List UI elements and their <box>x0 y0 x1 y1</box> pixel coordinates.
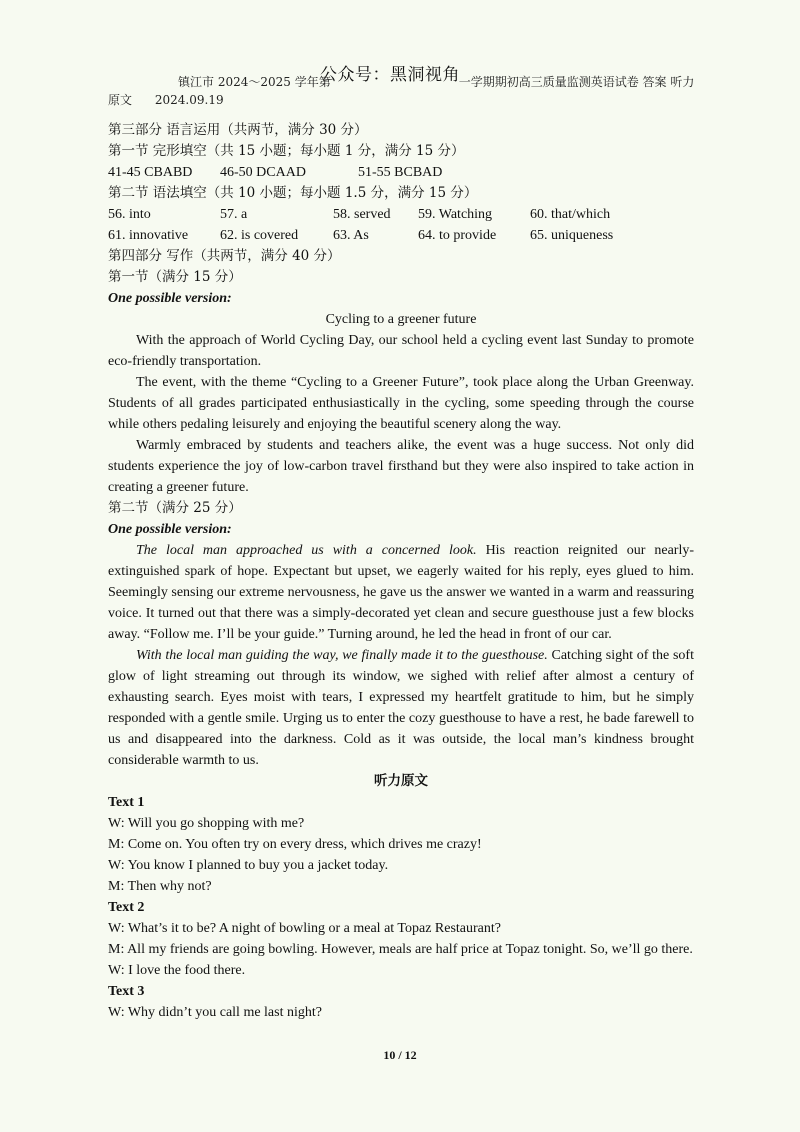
dialogue-line: W: Will you go shopping with me? <box>108 816 305 831</box>
page-header <box>108 73 698 109</box>
dialogue-line: W: Why didn’t you call me last night? <box>108 1005 322 1020</box>
grammar-answers-row <box>108 204 694 225</box>
dialogue-line: W: I love the food there. <box>108 963 246 978</box>
continuation-paragraph <box>108 645 694 771</box>
grammar-answer: 59. Watching <box>418 207 493 222</box>
part4-section1-title: 第一节（满分 15 分） <box>108 269 242 285</box>
grammar-answers-row <box>108 225 694 246</box>
grammar-answer: 62. is covered <box>220 228 299 243</box>
continuation-paragraph <box>108 540 694 645</box>
grammar-answer: 56. into <box>108 207 151 222</box>
cloze-answer: 51-55 BCBAD <box>358 165 443 180</box>
version-label: One possible version: <box>108 291 232 306</box>
part4-title: 第四部分 写作（共两节，满分 40 分） <box>108 248 341 264</box>
grammar-answer: 61. innovative <box>108 228 189 243</box>
grammar-answer: 63. As <box>333 228 369 243</box>
header-title-right: 一学期期初高三质量监测英语试卷 答案 听力 <box>458 75 695 89</box>
grammar-answer: 58. served <box>333 207 391 222</box>
dialogue-line: M: All my friends are going bowling. However, meals are half price at Topaz tonight. So, we’ll go there. <box>108 942 693 957</box>
answer-content <box>108 120 694 1023</box>
listening-title: 听力原文 <box>374 773 428 789</box>
grammar-answer: 64. to provide <box>418 228 497 243</box>
essay-paragraph: The event, with the theme “Cycling to a Greener Future”, took place along the Urban Greenway. Students of all grades participated enthusiastically in the cycling, some speeding through the course while others pedaling leisurely and enjoying the beautiful scenery along the way. <box>108 375 694 432</box>
listening-text-label: Text 2 <box>108 900 145 915</box>
part4-section2-title: 第二节（满分 25 分） <box>108 500 242 516</box>
grammar-answer: 57. a <box>220 207 248 222</box>
listening-text-label: Text 3 <box>108 984 145 999</box>
cloze-answers-row <box>108 162 694 183</box>
essay-title: Cycling to a greener future <box>325 312 477 327</box>
version-label: One possible version: <box>108 522 232 537</box>
continuation-lead-sentence: The local man approached us with a concerned look. <box>136 543 477 558</box>
part3-section2-title: 第二节 语法填空（共 10 小题；每小题 1.5 分，满分 15 分） <box>108 185 478 201</box>
cloze-answer: 46-50 DCAAD <box>220 165 306 180</box>
grammar-answer: 65. uniqueness <box>530 228 614 243</box>
dialogue-line: M: Then why not? <box>108 879 212 894</box>
listening-text-label: Text 1 <box>108 795 145 810</box>
dialogue-line: W: What’s it to be? A night of bowling or a meal at Topaz Restaurant? <box>108 921 501 936</box>
header-subtitle: 原文 2024.09.19 <box>108 93 224 107</box>
part3-section1-title: 第一节 完形填空（共 15 小题；每小题 1 分，满分 15 分） <box>108 143 465 159</box>
essay-paragraph: Warmly embraced by students and teachers alike, the event was a huge success. Not only did students experience the joy of low-carbon travel firsthand but they were also inspired to take action in creating a greener future. <box>108 438 694 495</box>
dialogue-line: M: Come on. You often try on every dress, which drives me crazy! <box>108 837 482 852</box>
continuation-body: Catching sight of the soft glow of light streaming out through its window, we sighed with relief after almost a century of exhausting search. Eyes moist with tears, I expressed my heartfelt gratitude to him, but he simply responded with a gentle smile. Urging us to enter the cozy guesthouse to have a rest, he bade farewell to us and disappeared into the darkness. Cold as it was outside, the local man’s kindness brought considerable warmth to us. <box>108 648 694 768</box>
cloze-answer: 41-45 CBABD <box>108 165 193 180</box>
continuation-body: His reaction reignited our nearly-extinguished spark of hope. Expectant but upset, we eagerly waited for his reply, eyes glued to him. Seemingly sensing our extreme nervousness, he gave us the answer we wanted in a warm and reassuring voice. It turned out that there was a simply-decorated yet clean and secure guesthouse just a few blocks away. “Follow me. I’ll be your guide.” Turning around, he led the head in front of our car. <box>108 543 694 642</box>
watermark: 公众号：黑洞视角 <box>318 60 462 85</box>
header-title-left: 镇江市 2024～2025 学年第 <box>178 75 331 89</box>
page-number: 10 / 12 <box>383 1048 417 1062</box>
grammar-answer: 60. that/which <box>530 207 611 222</box>
essay-paragraph: With the approach of World Cycling Day, our school held a cycling event last Sunday to promote eco-friendly transportation. <box>108 333 694 369</box>
continuation-lead-sentence: With the local man guiding the way, we finally made it to the guesthouse. <box>136 648 548 663</box>
part3-title: 第三部分 语言运用（共两节，满分 30 分） <box>108 122 368 138</box>
dialogue-line: W: You know I planned to buy you a jacket today. <box>108 858 389 873</box>
